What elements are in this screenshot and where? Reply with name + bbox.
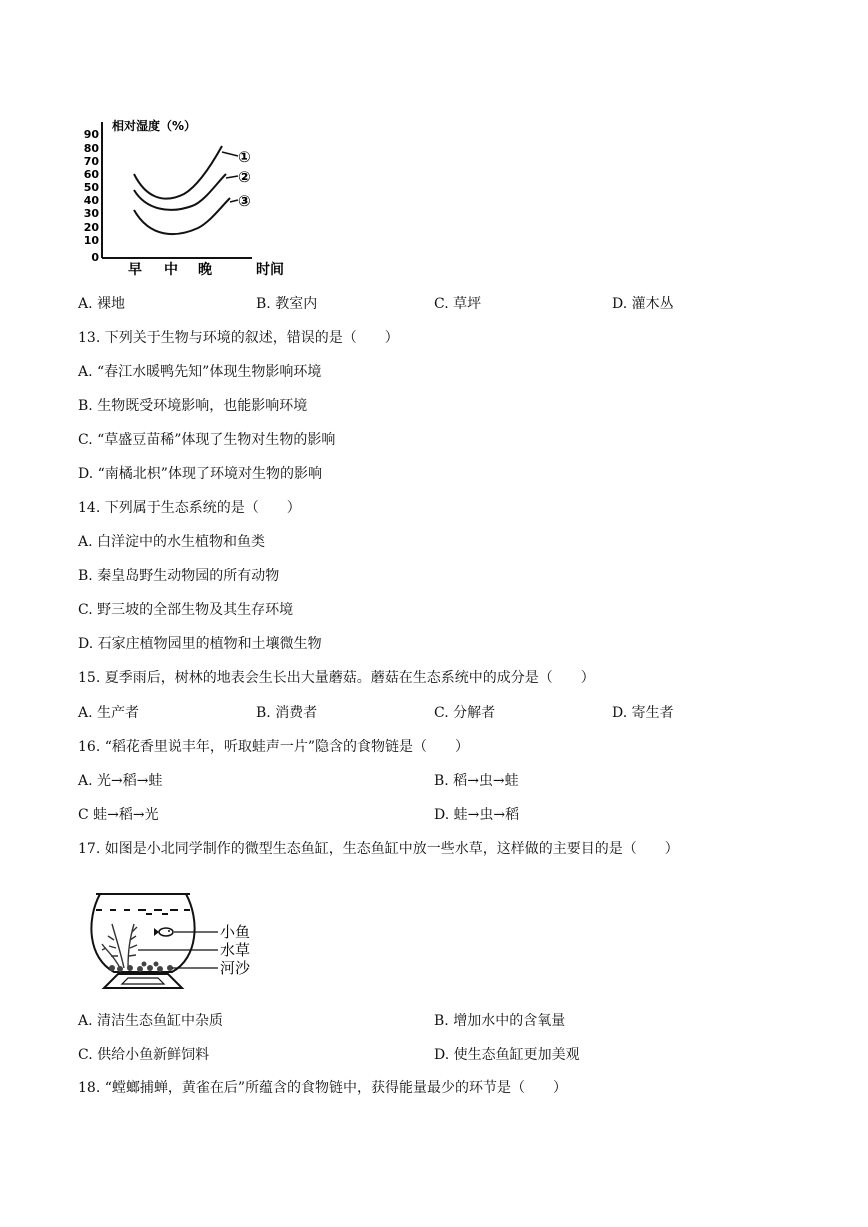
q13-option-b: B. 生物既受环境影响，也能影响环境	[78, 398, 308, 414]
y-tick: 30	[83, 207, 99, 220]
fish-label: 小鱼	[220, 923, 251, 941]
q16-option-b: B. 稻→虫→蛙	[434, 773, 519, 789]
x-tick-noon: 中	[164, 262, 178, 278]
river-sand	[109, 962, 173, 973]
q18-stem: 18. “螳螂捕蝉，黄雀在后”所蕴含的食物链中，获得能量最少的环节是（ ）	[78, 1080, 568, 1096]
river-sand-label: 河沙	[220, 959, 251, 977]
y-tick: 40	[83, 194, 99, 207]
q17-stem: 17. 如图是小北同学制作的微型生态鱼缸，生态鱼缸中放一些水草，这样做的主要目的是（ ）	[78, 841, 679, 857]
q14-option-d: D. 石家庄植物园里的植物和土壤微生物	[78, 636, 322, 652]
tank-bowl	[91, 894, 194, 972]
x-axis-title: 时间	[256, 262, 284, 278]
q15-option-b: B. 消费者	[256, 705, 318, 721]
q14-option-c: C. 野三坡的全部生物及其生存环境	[78, 602, 294, 618]
curve-1	[134, 146, 222, 199]
q16-option-d: D. 蛙→虫→稻	[434, 807, 520, 823]
q17-option-a: A. 清洁生态鱼缸中杂质	[78, 1013, 224, 1029]
leader-2	[226, 176, 238, 178]
tank-stand	[104, 974, 182, 988]
q12-option-c: C. 草坪	[434, 296, 482, 312]
leader-3	[230, 200, 238, 202]
q14-stem: 14. 下列属于生态系统的是（ ）	[78, 500, 301, 516]
q15-option-a: A. 生产者	[78, 705, 140, 721]
q15-stem: 15. 夏季雨后，树林的地表会生长出大量蘑菇。蘑菇在生态系统中的成分是（ ）	[78, 670, 595, 686]
curve-label-3: ③	[238, 192, 251, 210]
y-tick: 80	[83, 142, 99, 155]
fish	[154, 928, 173, 936]
q17-option-c: C. 供给小鱼新鲜饲料	[78, 1047, 210, 1063]
water-plant	[102, 924, 137, 968]
y-tick: 0	[91, 251, 99, 264]
leader-1	[222, 152, 238, 156]
q14-option-a: A. 白洋淀中的水生植物和鱼类	[78, 534, 266, 550]
x-tick-morning: 早	[128, 262, 142, 278]
q15-option-c: C. 分解者	[434, 705, 496, 721]
q17-option-d: D. 使生态鱼缸更加美观	[434, 1047, 580, 1063]
y-tick: 60	[83, 168, 99, 181]
y-axis-title: 相对湿度（%）	[112, 119, 197, 133]
y-tick: 90	[83, 128, 99, 141]
q13-option-c: C. “草盛豆苗稀”体现了生物对生物的影响	[78, 432, 336, 448]
q12-option-a: A. 裸地	[78, 296, 126, 312]
q16-stem: 16. “稻花香里说丰年，听取蛙声一片”隐含的食物链是（ ）	[78, 739, 470, 755]
fish-tank-figure	[86, 880, 266, 998]
q15-option-d: D. 寄生者	[612, 705, 674, 721]
humidity-figure	[80, 112, 300, 282]
y-tick: 20	[83, 221, 99, 234]
q14-option-b: B. 秦皇岛野生动物园的所有动物	[78, 568, 280, 584]
y-tick: 10	[83, 234, 99, 247]
q13-stem: 13. 下列关于生物与环境的叙述，错误的是（ ）	[78, 330, 399, 346]
y-tick: 50	[83, 181, 99, 194]
q17-option-b: B. 增加水中的含氧量	[434, 1013, 566, 1029]
curve-label-1: ①	[238, 148, 251, 166]
q13-option-a: A. “春江水暖鸭先知”体现生物影响环境	[78, 364, 322, 380]
q12-option-d: D. 灌木丛	[612, 296, 674, 312]
q12-option-b: B. 教室内	[256, 296, 318, 312]
q16-option-a: A. 光→稻→蛙	[78, 773, 163, 789]
water-surface	[96, 910, 190, 914]
x-tick-evening: 晚	[198, 262, 212, 278]
q13-option-d: D. “南橘北枳”体现了环境对生物的影响	[78, 466, 322, 482]
curve-label-2: ②	[238, 168, 251, 186]
water-plant-label: 水草	[220, 941, 251, 959]
label-leaders	[138, 932, 218, 968]
q16-option-c: C 蛙→稻→光	[78, 807, 159, 823]
y-tick: 70	[83, 155, 99, 168]
